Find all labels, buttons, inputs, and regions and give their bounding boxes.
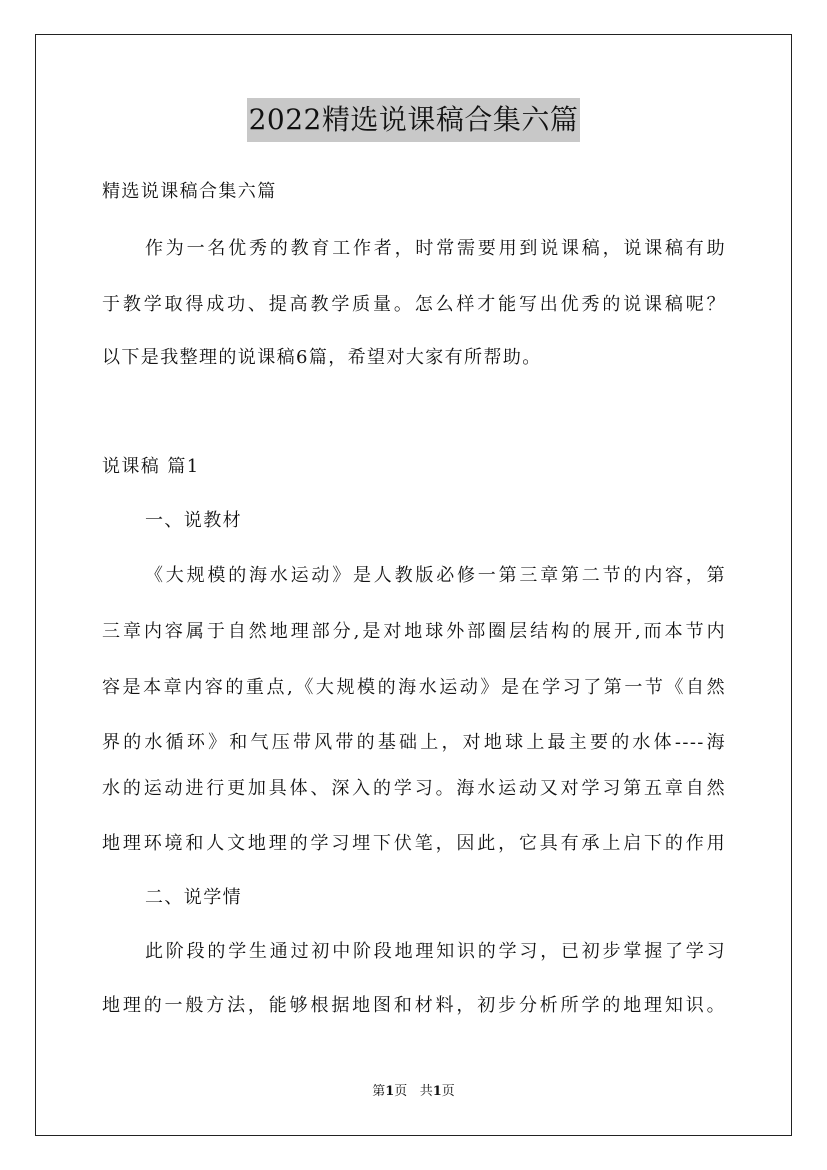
part1-line-6: 地理环境和人文地理的学习埋下伏笔，因此，它具有承上启下的作用 — [102, 833, 726, 854]
part1-heading: 一、说教材 — [145, 510, 242, 531]
document-subtitle: 精选说课稿合集六篇 — [102, 181, 277, 202]
page-footer — [0, 1082, 827, 1102]
footer-page-suffix: 页 — [394, 1084, 408, 1099]
intro-line-3: 以下是我整理的说课稿6篇，希望对大家有所帮助。 — [102, 347, 542, 368]
part2-heading: 二、说学情 — [145, 887, 242, 908]
part2-line-2: 地理的一般方法，能够根据地图和材料，初步分析所学的地理知识。 — [102, 995, 726, 1016]
footer-page-prefix: 第 — [372, 1084, 386, 1099]
section-heading: 说课稿 篇1 — [102, 456, 200, 477]
intro-line-1: 作为一名优秀的教育工作者，时常需要用到说课稿，说课稿有助 — [145, 238, 726, 259]
part1-line-4: 界的水循环》和气压带风带的基础上，对地球上最主要的水体----海 — [102, 732, 726, 753]
part1-line-1: 《大规模的海水运动》是人教版必修一第三章第二节的内容，第 — [145, 565, 726, 586]
part1-line-3: 容是本章内容的重点,《大规模的海水运动》是在学习了第一节《自然 — [102, 677, 726, 698]
document-title: 2022精选说课稿合集六篇 — [247, 98, 581, 142]
footer-total-prefix: 共 — [419, 1084, 433, 1099]
footer-page-number: 1 — [385, 1084, 395, 1099]
footer-total-number: 1 — [432, 1084, 442, 1099]
footer-total-suffix: 页 — [441, 1084, 455, 1099]
part1-line-2: 三章内容属于自然地理部分,是对地球外部圈层结构的展开,而本节内 — [102, 621, 726, 642]
part2-line-1: 此阶段的学生通过初中阶段地理知识的学习，已初步掌握了学习 — [145, 941, 726, 962]
intro-line-2: 于教学取得成功、提高教学质量。怎么样才能写出优秀的说课稿呢？ — [102, 294, 726, 315]
title-container — [0, 98, 827, 142]
part1-line-5: 水的运动进行更加具体、深入的学习。海水运动又对学习第五章自然 — [102, 778, 726, 799]
